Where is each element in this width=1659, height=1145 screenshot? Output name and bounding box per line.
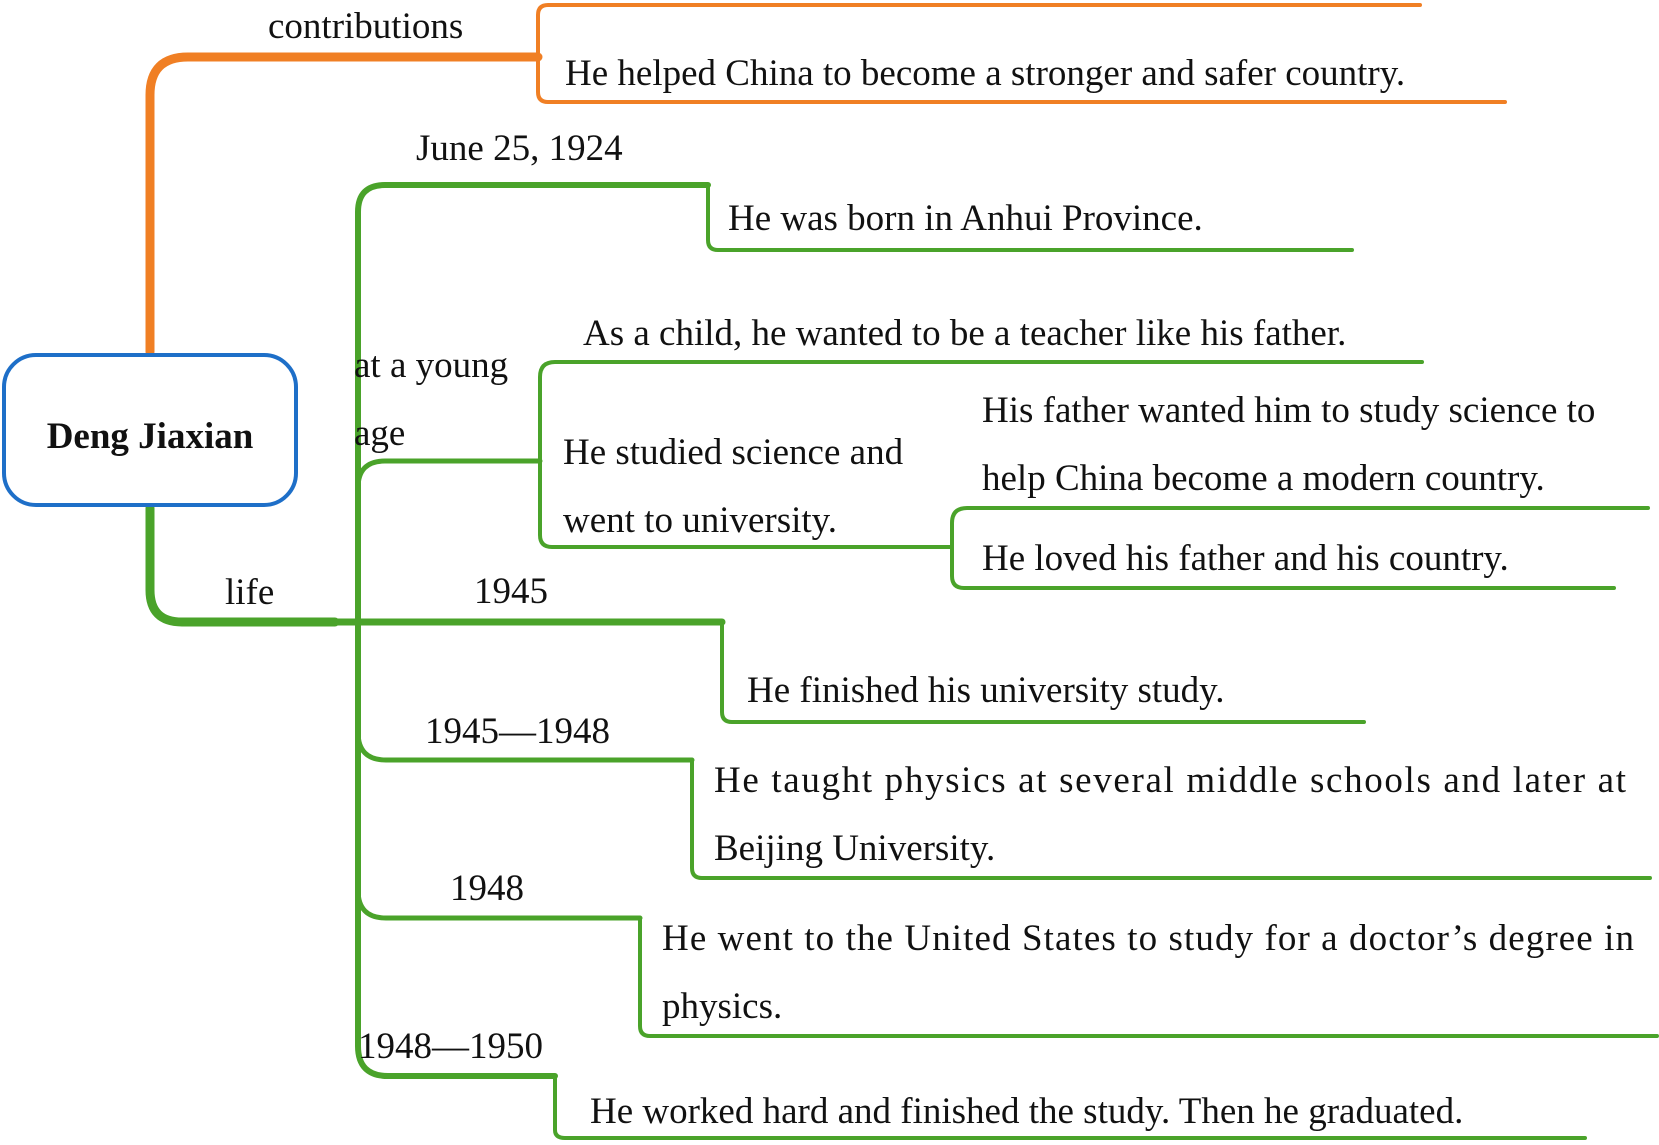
event-1948-text-line-2: physics. — [662, 986, 783, 1027]
contributions-label: contributions — [268, 6, 464, 47]
young-age-child-text: As a child, he wanted to be a teacher like his father. — [583, 313, 1347, 354]
event-1924-text: He was born in Anhui Province. — [728, 198, 1203, 239]
university-text-line-1: He studied science and — [563, 432, 904, 473]
university-text-line-2: went to university. — [563, 500, 838, 541]
event-1945-1948-text-line-1: He taught physics at several middle schools and later at — [714, 760, 1626, 801]
father-wish-text-line-2: help China become a modern country. — [982, 458, 1545, 499]
young-age-arm — [358, 461, 540, 488]
event-1945-1948-text-line-2: Beijing University. — [714, 828, 996, 869]
event-1948-time: 1948 — [450, 868, 524, 909]
contributions-connector — [150, 57, 538, 352]
life-label: life — [225, 572, 275, 613]
root-node-label: Deng Jiaxian — [46, 416, 254, 457]
young-age-time-line-1: at a young — [354, 345, 509, 386]
father-wish-text-line-1: His father wanted him to study science to — [982, 390, 1596, 431]
contributions-item-text: He helped China to become a stronger and safer country. — [565, 53, 1406, 94]
event-1945-1948-time: 1945—1948 — [425, 711, 610, 752]
event-1924-time: June 25, 1924 — [416, 128, 623, 169]
loved-country-text: He loved his father and his country. — [982, 538, 1509, 579]
root-node — [4, 355, 296, 505]
event-1948-1950-text: He worked hard and finished the study. Then he graduated. — [590, 1091, 1464, 1132]
event-1945-text: He finished his university study. — [747, 670, 1225, 711]
event-1945-time: 1945 — [474, 571, 548, 612]
event-1948-1950-time: 1948—1950 — [358, 1026, 543, 1067]
young-age-time-line-2: age — [354, 413, 406, 454]
event-1948-text-line-1: He went to the United States to study for a doctor’s degree in — [662, 918, 1634, 959]
